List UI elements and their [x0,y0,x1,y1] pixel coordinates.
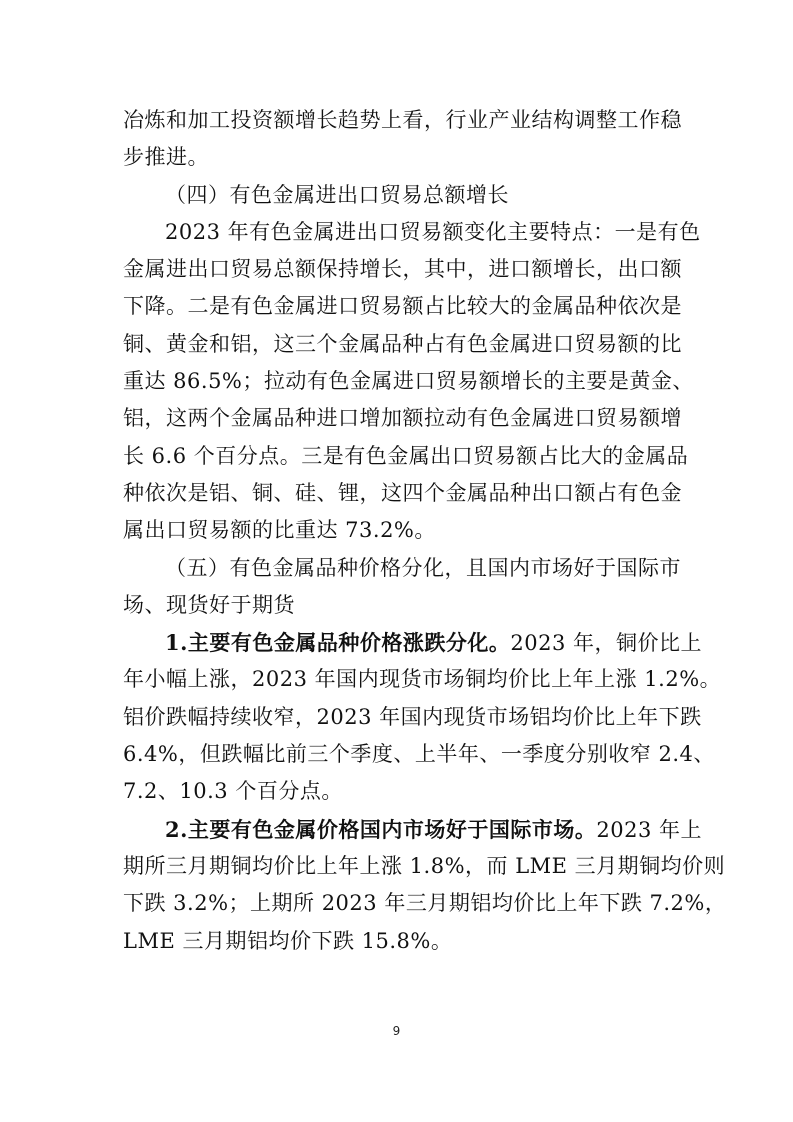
section-heading: （五）有色金属品种价格分化，且国内市场好于国际市 [165,555,681,580]
text-line: 铝价跌幅持续收窄，2023 年国内现货市场铝均价比上年下跌 [123,704,702,729]
text-line: 属出口贸易额的比重达 73.2%。 [123,518,436,543]
bold-lead: 1.主要有色金属品种价格涨跌分化。 [165,630,511,656]
text-line: 铝，这两个金属品种进口增加额拉动有色金属进口贸易额增 [123,406,682,431]
text-line [123,811,703,848]
text-line: 6.4%，但跌幅比前三个季度、上半年、一季度分别收窄 2.4、 [123,742,715,767]
text-line: 下跌 3.2%；上期所 2023 年三月期铝均价比上年下跌 7.2%， [123,891,727,916]
text-line: LME 三月期铝均价下跌 15.8%。 [123,928,453,953]
text-span: 2023 年上 [596,817,703,842]
text-line: 铜、黄金和铝，这三个金属品种占有色金属进口贸易额的比 [123,331,682,356]
text-line: 年小幅上涨，2023 年国内现货市场铜均价比上年上涨 1.2%。 [123,667,722,692]
text-span: 2023 年，铜价比上 [510,631,703,656]
section-heading: （四）有色金属进出口贸易总额增长 [165,182,509,207]
text-line: 7.2、10.3 个百分点。 [123,779,343,804]
bold-lead: 2.主要有色金属价格国内市场好于国际市场。 [165,816,597,842]
text-line: 种依次是铝、铜、硅、锂，这四个金属品种出口额占有色金 [123,480,682,505]
text-line: 2023 年有色金属进出口贸易额变化主要特点：一是有色 [165,219,701,244]
text-line: 下降。二是有色金属进口贸易额占比较大的金属品种依次是 [123,294,682,319]
section-heading: 场、现货好于期货 [123,592,295,617]
text-line: 长 6.6 个百分点。三是有色金属出口贸易额占比大的金属品 [123,443,689,468]
page-number: 9 [392,1024,401,1038]
text-line: 金属进出口贸易总额保持增长，其中，进口额增长，出口额 [123,257,682,282]
document-body [123,102,727,960]
text-line: 重达 86.5%；拉动有色金属进口贸易额增长的主要是黄金、 [123,369,694,394]
text-line: 期所三月期铜均价比上年上涨 1.8%，而 LME 三月期铜均价则 [123,853,726,878]
text-line [123,624,703,661]
text-line: 冶炼和加工投资额增长趋势上看，行业产业结构调整工作稳 [123,108,682,132]
text-line: 步推进。 [123,145,209,170]
